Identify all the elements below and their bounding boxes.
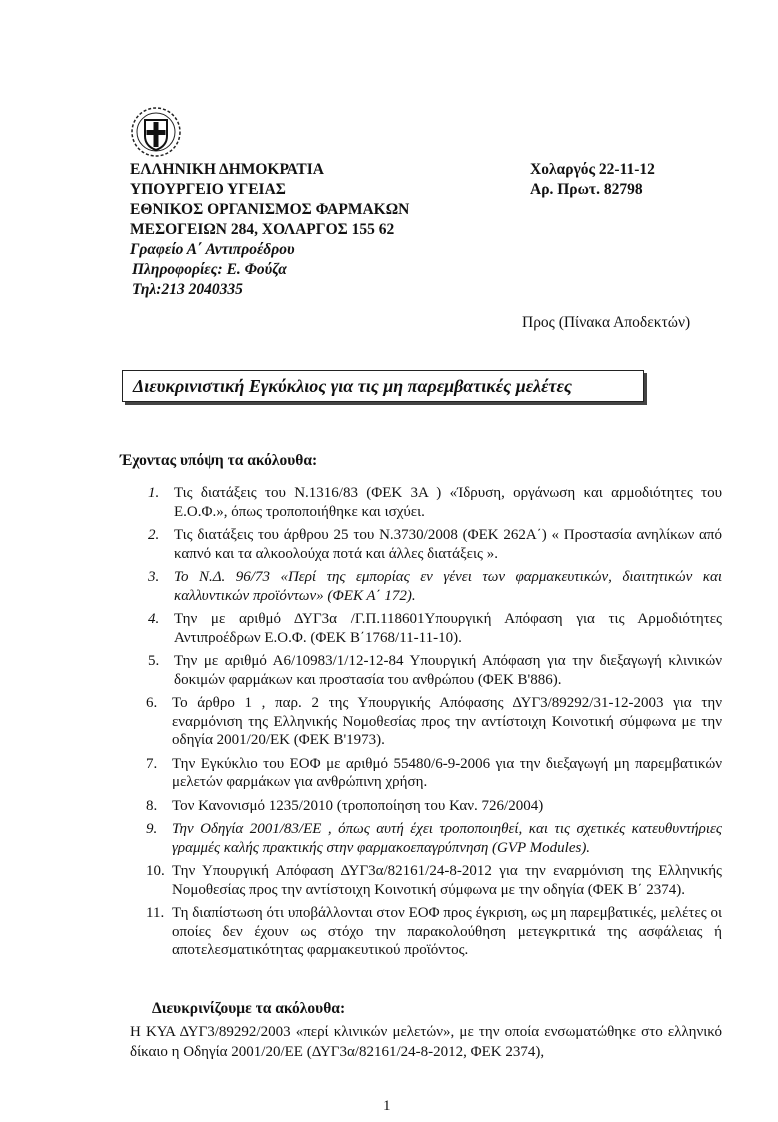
list-item-text: Τον Κανονισμό 1235/2010 (τροποποίηση του Καν. 726/2004) — [172, 797, 544, 814]
clarify-heading: Διευκρινίζουμε τα ακόλουθα: — [152, 1000, 346, 1017]
list-item — [146, 755, 722, 792]
document-meta — [530, 160, 655, 200]
sender-country: ΕΛΛΗΝΙΚΗ ΔΗΜΟΚΡΑΤΙΑ — [130, 161, 324, 178]
list-item — [146, 904, 722, 960]
list-item-text: Την με αριθμό Α6/10983/1/12-12-84 Υπουργική Απόφαση για την διεξαγωγή κλινικών δοκιμών φαρμάκων και προστασία του ανθρώπου (ΦΕΚ Β'886). — [174, 653, 722, 688]
list-item — [146, 820, 722, 857]
list-item-text: Την Εγκύκλιο του ΕΟΦ με αριθμό 55480/6-9-2006 για την διεξαγωγή μη παρεμβατικών μελετών φαρμάκων για ανθρώπινη χρήση. — [172, 755, 722, 790]
list-item-number: 2. — [148, 527, 160, 543]
subject-box — [122, 370, 644, 402]
intro-heading: Έχοντας υπόψη τα ακόλουθα: — [120, 452, 318, 469]
list-item-text: Το άρθρο 1 , παρ. 2 της Υπουργικής Απόφασης ΔΥΓ3/89292/31-12-2003 για την εναρμόνιση της Ελληνικής Νομοθεσίας προς την αντίστοιχη Κοινοτική σύμφωνα με την οδηγία 2001/20/ΕΚ (ΦΕΚ Β'1973). — [172, 695, 722, 748]
list-item-number: 11. — [146, 905, 165, 921]
recipient: Προς (Πίνακα Αποδεκτών) — [522, 314, 691, 331]
list-item-number: 1. — [148, 485, 160, 501]
sender-office: Γραφείο Α΄ Αντιπροέδρου — [130, 241, 295, 258]
list-item — [148, 526, 722, 563]
greek-coat-of-arms-icon — [130, 106, 182, 158]
protocol-number: Αρ. Πρωτ. 82798 — [530, 181, 643, 198]
list-item-number: 8. — [146, 797, 158, 814]
page-number: 1 — [383, 1098, 391, 1114]
list-item-text: Τις διατάξεις του άρθρου 25 του Ν.3730/2008 (ΦΕΚ 262Α΄) « Προστασία ανηλίκων από καπνό και τα αλκοολούχα ποτά και άλλες διατάξεις ». — [174, 527, 722, 562]
sender-ministry: ΥΠΟΥΡΓΕΙΟ ΥΓΕΙΑΣ — [130, 181, 286, 198]
list-item-number: 3. — [148, 569, 160, 585]
list-item — [148, 568, 722, 605]
sender-organization: ΕΘΝΙΚΟΣ ΟΡΓΑΝΙΣΜΟΣ ΦΑΡΜΑΚΩΝ — [130, 201, 410, 218]
list-item-text: Τη διαπίστωση ότι υποβάλλονται στον ΕΟΦ προς έγκριση, ως μη παρεμβατικές, μελέτες οι οποίες δεν έχουν ως στόχο την παρακολούθηση μετεγκριτικά της ασφάλειας ή αποτελεσματικότητας φαρμακευτικού προϊόντος. — [172, 905, 722, 958]
list-item-number: 5. — [148, 653, 160, 669]
list-item-number: 6. — [146, 695, 158, 711]
place-date: Χολαργός 22-11-12 — [530, 161, 655, 178]
body-paragraph: Η ΚΥΑ ΔΥΓ3/89292/2003 «περί κλινικών μελετών», με την οποία ενσωματώθηκε στο ελληνικό δίκαιο η Οδηγία 2001/20/ΕΕ (ΔΥΓ3α/82161/24-8-2012, ΦΕΚ 2374), — [130, 1024, 722, 1060]
sender-block — [130, 160, 409, 300]
list-item-number: 7. — [146, 755, 158, 772]
subject-title: Διευκρινιστική Εγκύκλιος για τις μη παρεμβατικές μελέτες — [133, 375, 572, 396]
list-item-text: Τις διατάξεις του Ν.1316/83 (ΦΕΚ 3Α ) «Ίδρυση, οργάνωση και αρμοδιότητες του Ε.Ο.Φ.», όπως τροποποιήθηκε και ισχύει. — [174, 485, 722, 520]
list-item-number: 4. — [148, 611, 160, 627]
list-item — [146, 797, 722, 816]
list-item-text: Την με αριθμό ΔΥΓ3α /Γ.Π.118601Υπουργική Απόφαση για τις Αρμοδιότητες Αντιπροέδρων Ε.Ο.Φ. (ΦΕΚ Β΄1768/11-11-10). — [174, 611, 722, 646]
considerations-list — [148, 484, 722, 965]
list-item — [148, 484, 722, 521]
list-item — [148, 652, 722, 689]
list-item — [146, 694, 722, 750]
list-item-number: 10. — [146, 863, 165, 879]
sender-address: ΜΕΣΟΓΕΙΩΝ 284, ΧΟΛΑΡΓΟΣ 155 62 — [130, 221, 395, 238]
list-item-text: Την Υπουργική Απόφαση ΔΥΓ3α/82161/24-8-2012 για την εναρμόνιση της Ελληνικής Νομοθεσίας προς την αντίστοιχη Κοινοτική σύμφωνα με την οδηγία (ΦΕΚ Β΄ 2374). — [172, 863, 722, 898]
sender-info: Πληροφορίες: Ε. Φούζα — [132, 261, 287, 278]
list-item — [148, 610, 722, 647]
list-item-number: 9. — [146, 821, 158, 837]
list-item-text: Το Ν.Δ. 96/73 «Περί της εμπορίας εν γένει των φαρμακευτικών, διαιτητικών και καλλυντικών προϊόντων» (ΦΕΚ Α΄ 172). — [174, 569, 722, 604]
list-item-text: Την Οδηγία 2001/83/ΕΕ , όπως αυτή έχει τροποποιηθεί, και τις σχετικές κατευθυντήριες γραμμές καλής πρακτικής στην φαρμακοεπαγρύπνηση (GVP Modules). — [172, 821, 722, 856]
sender-phone: Τηλ:213 2040335 — [132, 281, 243, 298]
list-item — [146, 862, 722, 899]
